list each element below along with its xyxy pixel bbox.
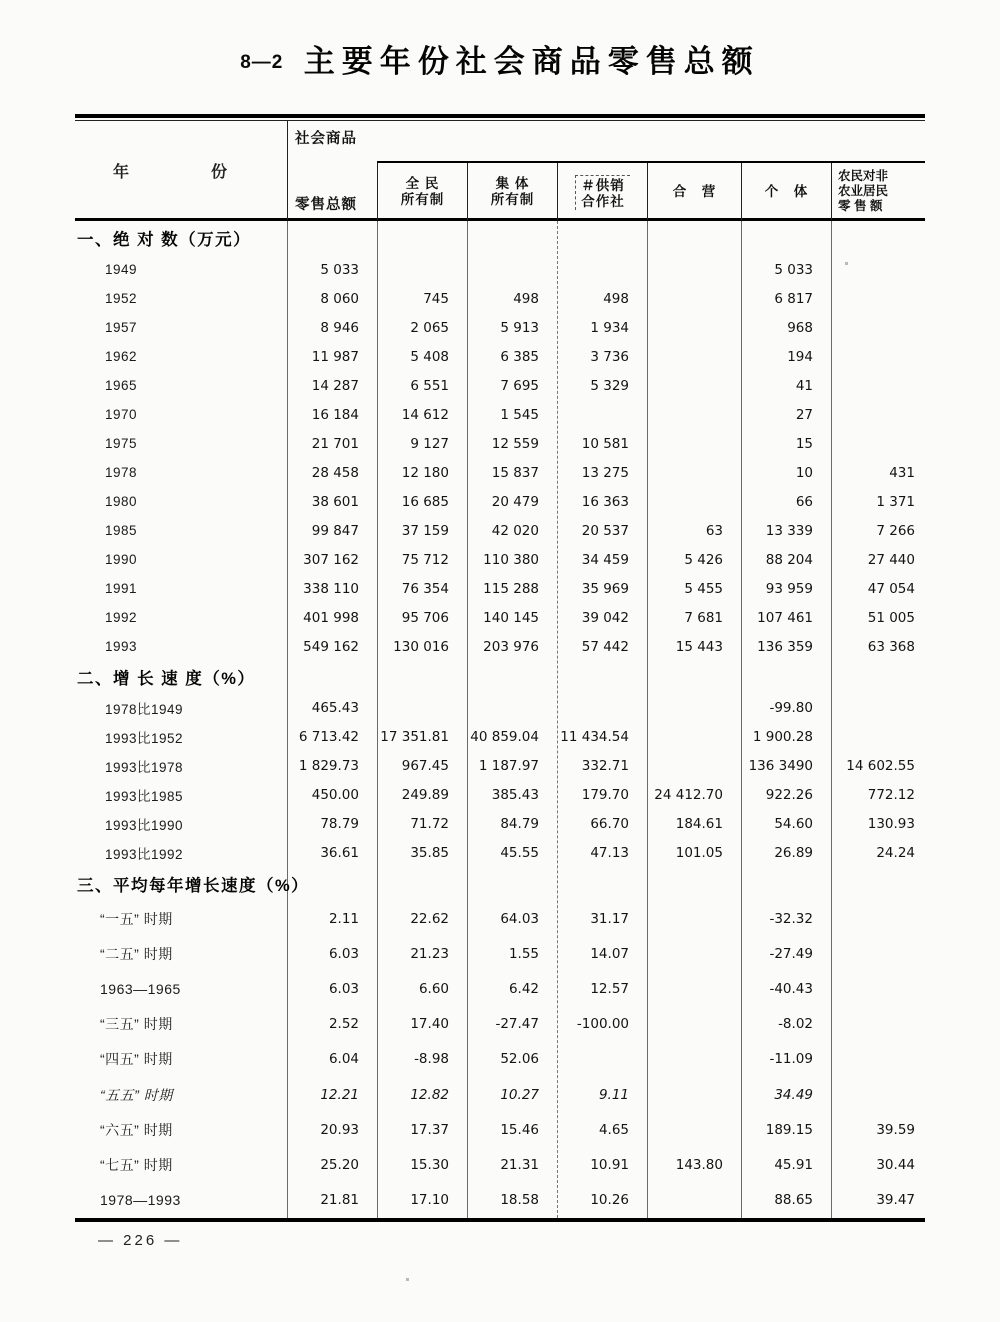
row-label: 1970 [105,407,138,422]
year-label-right: 份 [210,164,227,181]
column-header-label: 合 营 [672,183,717,199]
cell-value: -99.80 [769,699,813,716]
cell-value: 47.13 [590,844,629,861]
table-row [75,400,925,429]
row-label: 1993比1985 [105,788,184,804]
cell-value: 17.37 [410,1121,449,1138]
cell-value: 6.03 [328,980,359,997]
row-label: “一五” 时期 [100,910,173,927]
cell-value: 130.93 [867,815,915,832]
row-label: 1952 [105,291,138,306]
row-label: 1949 [105,262,138,277]
row-label: “四五” 时期 [100,1051,173,1068]
row-label: 1980 [105,494,138,509]
cell-value: 1 187.97 [478,757,539,774]
column-header-label: 全 民 [405,175,440,191]
cell-value: 8 060 [320,290,359,307]
cell-value: 27 440 [867,551,915,568]
cell-value: 88 204 [765,551,813,568]
cell-value: -27.49 [769,945,813,962]
cell-value: 498 [603,290,629,307]
row-label: 1975 [105,436,138,451]
cell-value: 20.93 [320,1121,359,1138]
row-label: 1992 [105,610,138,625]
cell-value: 24.24 [876,844,915,861]
cell-value: 21.23 [410,945,449,962]
cell-value: 5 426 [684,551,723,568]
cell-value: 84.79 [500,815,539,832]
cell-value: 36.61 [320,844,359,861]
cell-value: 130 016 [393,638,449,655]
cell-value: 8 946 [320,319,359,336]
cell-value: 14 612 [401,406,449,423]
row-label: 1978 [105,465,138,480]
table-row [75,313,925,342]
cell-value: -27.47 [495,1016,539,1033]
table-number: 8—2 [240,52,284,73]
table-row [75,1077,925,1112]
cell-value: 101.05 [675,844,723,861]
cell-value: 52.06 [500,1051,539,1068]
table-row [75,429,925,458]
cell-value: 15 837 [491,464,539,481]
cell-value: 76 354 [401,580,449,597]
cell-value: -40.43 [769,980,813,997]
cell-value: 2.11 [328,910,359,927]
cell-value: 1 545 [500,406,539,423]
cell-value: 12 180 [401,464,449,481]
cell-value: 2.52 [328,1016,359,1033]
cell-value: 21 701 [311,435,359,452]
row-label: “二五” 时期 [100,945,173,962]
cell-value: 922.26 [765,786,813,803]
column-header-label: 零 售 额 [838,199,883,213]
column-header-label: 集 体 [495,175,530,191]
table-row [75,1147,925,1182]
page-number: — 226 — [98,1232,183,1249]
row-label: 1978比1949 [105,701,184,717]
cell-value: 22.62 [410,910,449,927]
cell-value: 21.31 [500,1156,539,1173]
cell-value: 1 934 [590,319,629,336]
cell-value: 6 385 [500,348,539,365]
total-label-line2: 零售总额 [295,197,357,213]
cell-value: 189.15 [765,1121,813,1138]
cell-value: 179.70 [581,786,629,803]
section-title: 三、平均每年增长速度（%） [77,877,310,895]
total-label-line1: 社会商品 [295,131,357,147]
cell-value: 9.11 [598,1086,629,1103]
cell-value: 136 3490 [748,757,813,774]
cell-value: 30.44 [876,1156,915,1173]
table-header [75,121,925,221]
table-row [75,516,925,545]
column-header-joint [647,163,741,220]
cell-value: 35 969 [581,580,629,597]
cell-value: 307 162 [303,551,359,568]
cell-value: 401 998 [303,609,359,626]
cell-value: 34 459 [581,551,629,568]
column-header-farmer [831,163,925,220]
cell-value: 184.61 [675,815,723,832]
row-label: 1993比1990 [105,817,184,833]
cell-value: 7 695 [500,377,539,394]
cell-value: 967.45 [401,757,449,774]
row-label: 1965 [105,378,138,393]
column-header-label: 所有制 [400,191,445,207]
row-label: “五五” 时期 [100,1086,173,1103]
cell-value: 39 042 [581,609,629,626]
cell-value: 10 581 [581,435,629,452]
cell-value: 66.70 [590,815,629,832]
cell-value: 203 976 [483,638,539,655]
column-header-total [287,121,377,220]
cell-value: 20 479 [491,493,539,510]
table-row [75,603,925,632]
column-header-label: ＃供销 [581,178,625,193]
cell-value: 385.43 [491,786,539,803]
scan-speck [406,1278,409,1281]
table-row [75,545,925,574]
cell-value: 968 [787,319,813,336]
row-label: “六五” 时期 [100,1121,173,1138]
column-header-individual [741,163,831,220]
title-row [0,36,1000,81]
table-row [75,751,925,780]
cell-value: 136 359 [757,638,813,655]
cell-value: 15.46 [500,1121,539,1138]
table-row [75,901,925,936]
cell-value: 41 [795,377,813,394]
cell-value: 5 455 [684,580,723,597]
retail-sales-table [75,114,925,1222]
cell-value: 40 859.04 [470,728,539,745]
cell-value: 20 537 [581,522,629,539]
section-title: 一、绝 对 数（万元） [77,231,252,249]
cell-value: 2 065 [410,319,449,336]
cell-value: 6 551 [410,377,449,394]
cell-value: -8.02 [778,1016,813,1033]
cell-value: 5 913 [500,319,539,336]
cell-value: 21.81 [320,1192,359,1209]
table-section [75,867,925,1218]
cell-value: 63 368 [867,638,915,655]
row-label: 1993比1992 [105,846,184,862]
table-section [75,661,925,867]
row-label: 1991 [105,581,138,596]
cell-value: 249.89 [401,786,449,803]
cell-value: 6 713.42 [298,728,359,745]
cell-value: 54.60 [774,815,813,832]
row-label: 1963—1965 [100,980,181,997]
cell-value: 465.43 [311,699,359,716]
cell-value: 10.26 [590,1192,629,1209]
cell-value: 549 162 [303,638,359,655]
cell-value: 47 054 [867,580,915,597]
cell-value: 57 442 [581,638,629,655]
table-row [75,487,925,516]
row-label: 1990 [105,552,138,567]
cell-value: 17 351.81 [380,728,449,745]
cell-value: 71.72 [410,815,449,832]
table-row [75,632,925,661]
cell-value: 25.20 [320,1156,359,1173]
row-label: 1978—1993 [100,1192,181,1209]
column-header-state [377,163,467,220]
table-row [75,936,925,971]
cell-value: 66 [795,493,813,510]
table-row [75,693,925,722]
cell-value: 51 005 [867,609,915,626]
cell-value: 5 033 [774,261,813,278]
cell-value: 14.07 [590,945,629,962]
cell-value: 17.10 [410,1192,449,1209]
table-bottom-rule [75,1218,925,1222]
cell-value: 5 329 [590,377,629,394]
cell-value: 140 145 [483,609,539,626]
cell-value: 9 127 [410,435,449,452]
cell-value: 16 184 [311,406,359,423]
cell-value: 6.60 [418,980,449,997]
cell-value: 64.03 [500,910,539,927]
row-label: 1957 [105,320,138,335]
cell-value: 6.04 [328,1051,359,1068]
cell-value: 450.00 [311,786,359,803]
cell-value: 1 900.28 [752,728,813,745]
sub-column-group [377,161,925,220]
cell-value: 143.80 [675,1156,723,1173]
row-label: 1993 [105,639,138,654]
cell-value: -11.09 [769,1051,813,1068]
column-header-collective [467,163,557,220]
cell-value: 1.55 [508,945,539,962]
cell-value: 12.57 [590,980,629,997]
cell-value: 12.21 [320,1086,359,1103]
table-row [75,722,925,751]
table-row [75,809,925,838]
cell-value: 10.91 [590,1156,629,1173]
cell-value: 17.40 [410,1016,449,1033]
table-row [75,1007,925,1042]
cell-value: 332.71 [581,757,629,774]
cell-value: 14 287 [311,377,359,394]
cell-value: 24 412.70 [654,786,723,803]
cell-value: 772.12 [867,786,915,803]
table-row [75,458,925,487]
cell-value: 18.58 [500,1192,539,1209]
cell-value: 6.42 [508,980,539,997]
table-row [75,1183,925,1218]
table-row [75,1112,925,1147]
cell-value: 5 033 [320,261,359,278]
cell-value: 12.82 [410,1086,449,1103]
table-row [75,1042,925,1077]
column-header-supply_coop [557,163,647,220]
cell-value: 498 [513,290,539,307]
column-header-label: 个 体 [764,183,809,199]
table-section [75,221,925,661]
cell-value: 5 408 [410,348,449,365]
cell-value: 107 461 [757,609,813,626]
cell-value: 110 380 [483,551,539,568]
table-row [75,574,925,603]
cell-value: 15.30 [410,1156,449,1173]
cell-value: -32.32 [769,910,813,927]
cell-value: 93 959 [765,580,813,597]
cell-value: 12 559 [491,435,539,452]
cell-value: 39.59 [876,1121,915,1138]
row-label: “七五” 时期 [100,1156,173,1173]
cell-value: 7 266 [876,522,915,539]
cell-value: 37 159 [401,522,449,539]
cell-value: 13 339 [765,522,813,539]
cell-value: 7 681 [684,609,723,626]
cell-value: 6 817 [774,290,813,307]
cell-value: 11 434.54 [560,728,629,745]
cell-value: 16 685 [401,493,449,510]
row-label: 1985 [105,523,138,538]
table-row [75,971,925,1006]
table-row [75,838,925,867]
cell-value: 3 736 [590,348,629,365]
row-label: “三五” 时期 [100,1016,173,1033]
cell-value: 34.49 [774,1086,813,1103]
cell-value: 45.55 [500,844,539,861]
table-row [75,780,925,809]
cell-value: 63 [705,522,723,539]
cell-value: 45.91 [774,1156,813,1173]
cell-value: 15 443 [675,638,723,655]
column-header-label: 合作社 [581,194,625,209]
table-top-rule [75,114,925,118]
cell-value: -100.00 [576,1016,629,1033]
cell-value: 1 371 [876,493,915,510]
section-title: 二、增 长 速 度（%） [77,670,256,688]
cell-value: 15 [795,435,813,452]
cell-value: 14 602.55 [846,757,915,774]
cell-value: 11 987 [311,348,359,365]
cell-value: 10 [795,464,813,481]
cell-value: 431 [889,464,915,481]
row-label: 1993比1978 [105,759,184,775]
cell-value: 39.47 [876,1192,915,1209]
table-row [75,284,925,313]
page-title: 主要年份社会商品零售总额 [303,44,760,79]
cell-value: 38 601 [311,493,359,510]
cell-value: 745 [423,290,449,307]
cell-value: 115 288 [483,580,539,597]
cell-value: 88.65 [774,1192,813,1209]
cell-value: 194 [787,348,813,365]
column-header-label: 农业居民 [838,184,889,198]
cell-value: 42 020 [491,522,539,539]
cell-value: 78.79 [320,815,359,832]
cell-value: 99 847 [311,522,359,539]
cell-value: 75 712 [401,551,449,568]
cell-value: 28 458 [311,464,359,481]
cell-value: 338 110 [303,580,359,597]
table-row [75,342,925,371]
table-row [75,371,925,400]
cell-value: 1 829.73 [298,757,359,774]
cell-value: 16 363 [581,493,629,510]
cell-value: 35.85 [410,844,449,861]
cell-value: 13 275 [581,464,629,481]
cell-value: -8.98 [414,1051,449,1068]
supply-coop-bracket [575,175,630,210]
cell-value: 31.17 [590,910,629,927]
cell-value: 6.03 [328,945,359,962]
column-header-year [75,121,287,220]
row-label: 1993比1952 [105,730,184,746]
table-row [75,255,925,284]
table-body [75,221,925,1218]
row-label: 1962 [105,349,138,364]
column-header-label: 所有制 [490,191,535,207]
cell-value: 4.65 [598,1121,629,1138]
cell-value: 26.89 [774,844,813,861]
cell-value: 95 706 [401,609,449,626]
cell-value: 10.27 [500,1086,539,1103]
year-label-left: 年 [113,164,130,181]
column-header-label: 农民对非 [838,169,889,183]
cell-value: 27 [795,406,813,423]
